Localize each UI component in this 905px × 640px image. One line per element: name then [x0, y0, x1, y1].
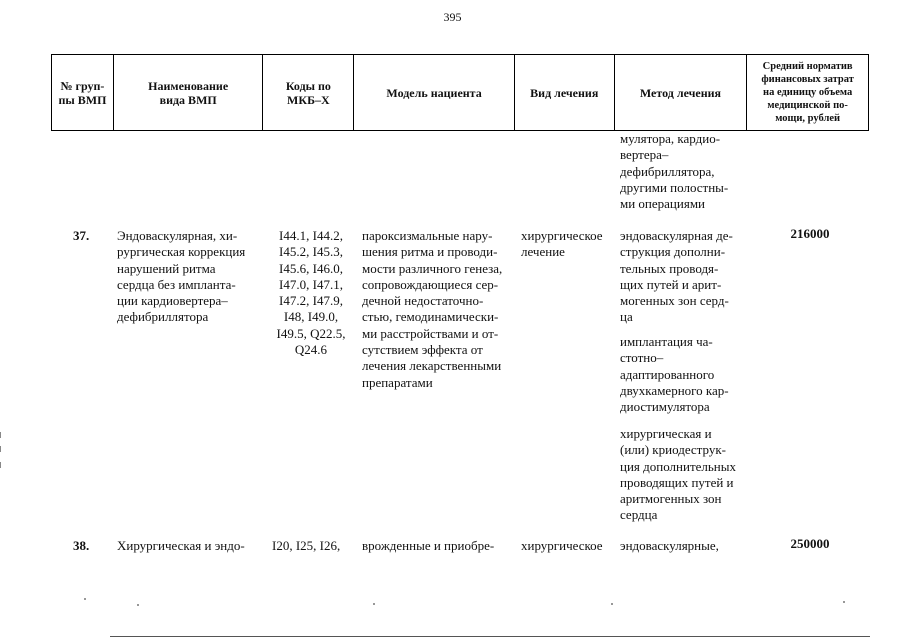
header-vmp-name: Наименование вида ВМП	[114, 55, 264, 130]
row-37-name: Эндоваскулярная, хи- рургическая коррекция нарушений ритма сердца без импланта- ции кардиовертера– дефибриллятора	[117, 228, 246, 325]
bottom-rule	[110, 636, 870, 637]
row-38-method-1: эндоваскулярные,	[620, 538, 719, 553]
row-38-treatment: хирургическое	[521, 538, 603, 553]
row-38-number: 38.	[73, 538, 90, 553]
row-38-model: врожденные и приобре-	[362, 538, 495, 553]
scan-speck	[84, 598, 86, 600]
row-37-codes: I44.1, I44.2, I45.2, I45.3, I45.6, I46.0, I47.0, I47.1, I47.2, I47.9, I48, I49.0, I49.5, Q22.5, Q24.6	[276, 228, 346, 358]
table-header	[51, 54, 869, 131]
header-patient-model: Модель нациента	[354, 55, 515, 130]
scan-speck	[611, 603, 613, 605]
row-38-name: Хирургическая и эндо-	[117, 538, 245, 553]
scan-edge-mark	[0, 462, 1, 468]
header-cost-standard: Средний норматив финансовых затрат на единицу объема медицинской по- мощи, рублей	[761, 61, 854, 124]
header-group-number: № груп- пы ВМП	[52, 55, 114, 130]
row-37-treatment: хирургическое лечение	[521, 228, 603, 260]
row-38-codes: I20, I25, I26,	[272, 538, 341, 553]
scan-edge-mark	[0, 446, 1, 452]
continued-method: мулятора, кардио- вертера– дефибриллятора, другими полостны- ми операциями	[620, 131, 729, 212]
row-38-price: 250000	[790, 536, 830, 551]
scan-speck	[843, 601, 845, 603]
scan-speck	[137, 604, 139, 606]
row-37-model: пароксизмальные нару- шения ритма и проводи- мости различного генеза, сопровождающиеся сер- дечной недостаточно- стью, гемодинамически- ми расстройствами и от- сутствием эффекта от лечения лекарственными препаратами	[362, 228, 503, 390]
row-37-method-1: эндоваскулярная де- струкция дополни- тельных проводя- щих путей и арит- могенных зон серд- ца	[620, 228, 733, 325]
header-treatment-method: Метод лечения	[615, 55, 748, 130]
header-icd-codes: Коды по МКБ–Х	[263, 55, 354, 130]
row-37-number: 37.	[73, 228, 90, 243]
row-37-method-2: имплантация ча- стотно– адаптированного двухкамерного кар- диостимулятора	[620, 334, 729, 415]
row-37-price: 216000	[790, 226, 830, 241]
page-number: 395	[443, 10, 462, 24]
header-treatment-type: Вид лечения	[515, 55, 615, 130]
row-37-method-3: хирургическая и (или) криодеструк- ция дополнительных проводящих путей и аритмогенных зон сердца	[620, 426, 737, 523]
scan-edge-mark	[0, 432, 1, 438]
scan-speck	[373, 603, 375, 605]
